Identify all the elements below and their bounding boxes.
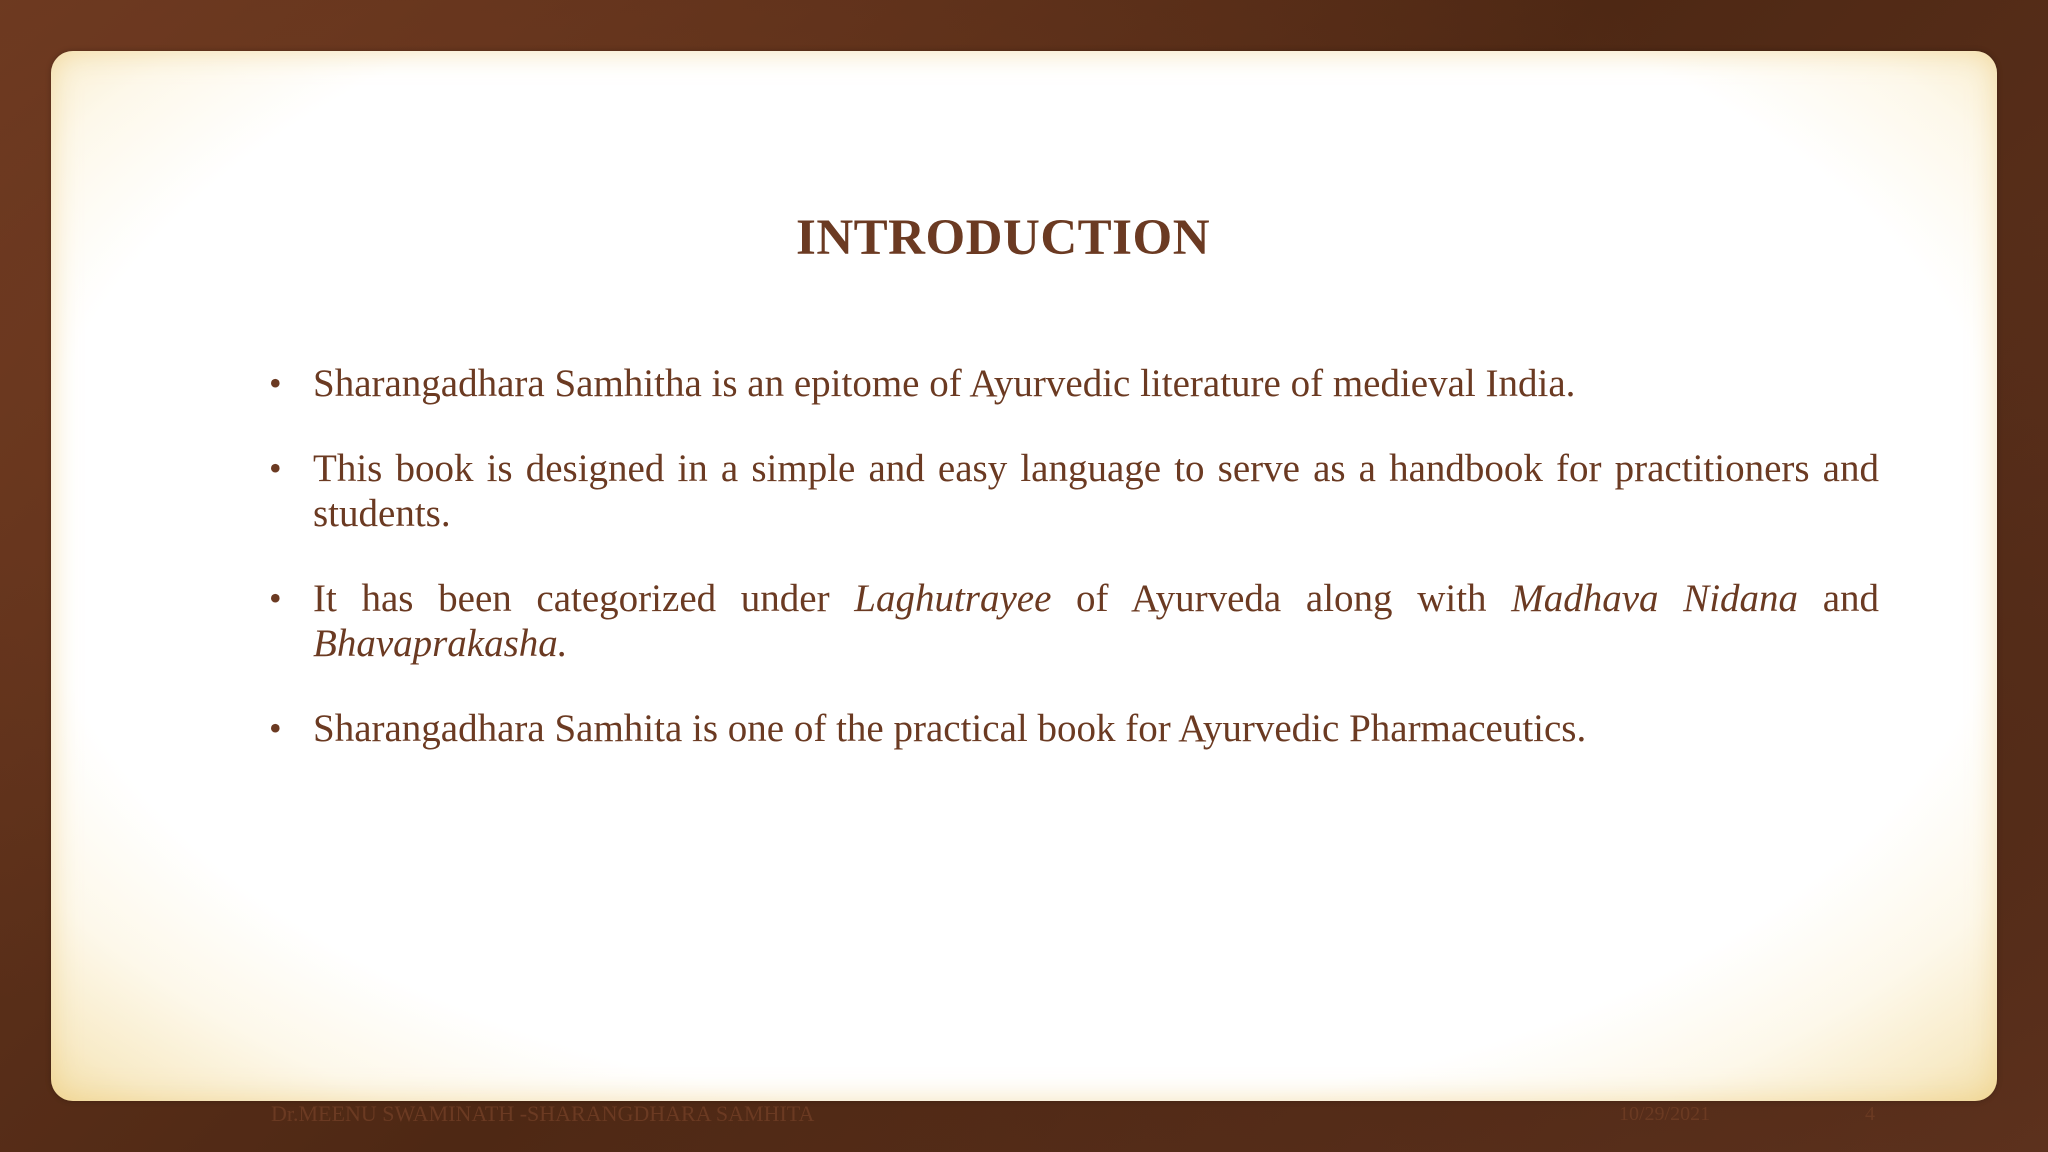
bullet-item-4 (269, 706, 1879, 751)
bullet-item-1 (269, 361, 1879, 406)
bullet-text-italic: Bhavaprakasha. (313, 622, 568, 665)
bullet-text: Sharangadhara Samhita is one of the practical book for Ayurvedic Pharmaceutics. (313, 707, 1587, 750)
bullet-item-2 (269, 446, 1879, 536)
bullet-icon: • (269, 448, 282, 488)
slide-card (51, 51, 1997, 1126)
bullet-text: of Ayurveda along with (1051, 577, 1512, 620)
bullet-text: and (1798, 577, 1880, 620)
bullet-text-italic: Laghutrayee (854, 577, 1052, 620)
bullet-icon: • (269, 363, 282, 403)
bullet-text: This book is designed in a simple and easy language to serve as a handbook for practitioners and students. (313, 447, 1879, 535)
footer-date: 10/29/2021 (1619, 1103, 1711, 1125)
bullet-item-3 (269, 576, 1879, 666)
bullet-text: Sharangadhara Samhitha is an epitome of Ayurvedic literature of medieval India. (313, 362, 1576, 405)
slide-title: INTRODUCTION (795, 210, 1211, 266)
bullet-text-italic: Madhava Nidana (1511, 577, 1799, 620)
bullet-list (269, 361, 1879, 751)
footer-page-number: 4 (1865, 1103, 1875, 1125)
footer-author: Dr.MEENU SWAMINATH -SHARANGDHARA SAMHITA (271, 1101, 815, 1126)
bullet-text: It has been categorized under (313, 577, 855, 620)
bullet-icon: • (269, 708, 282, 748)
bullet-icon: • (269, 578, 282, 618)
